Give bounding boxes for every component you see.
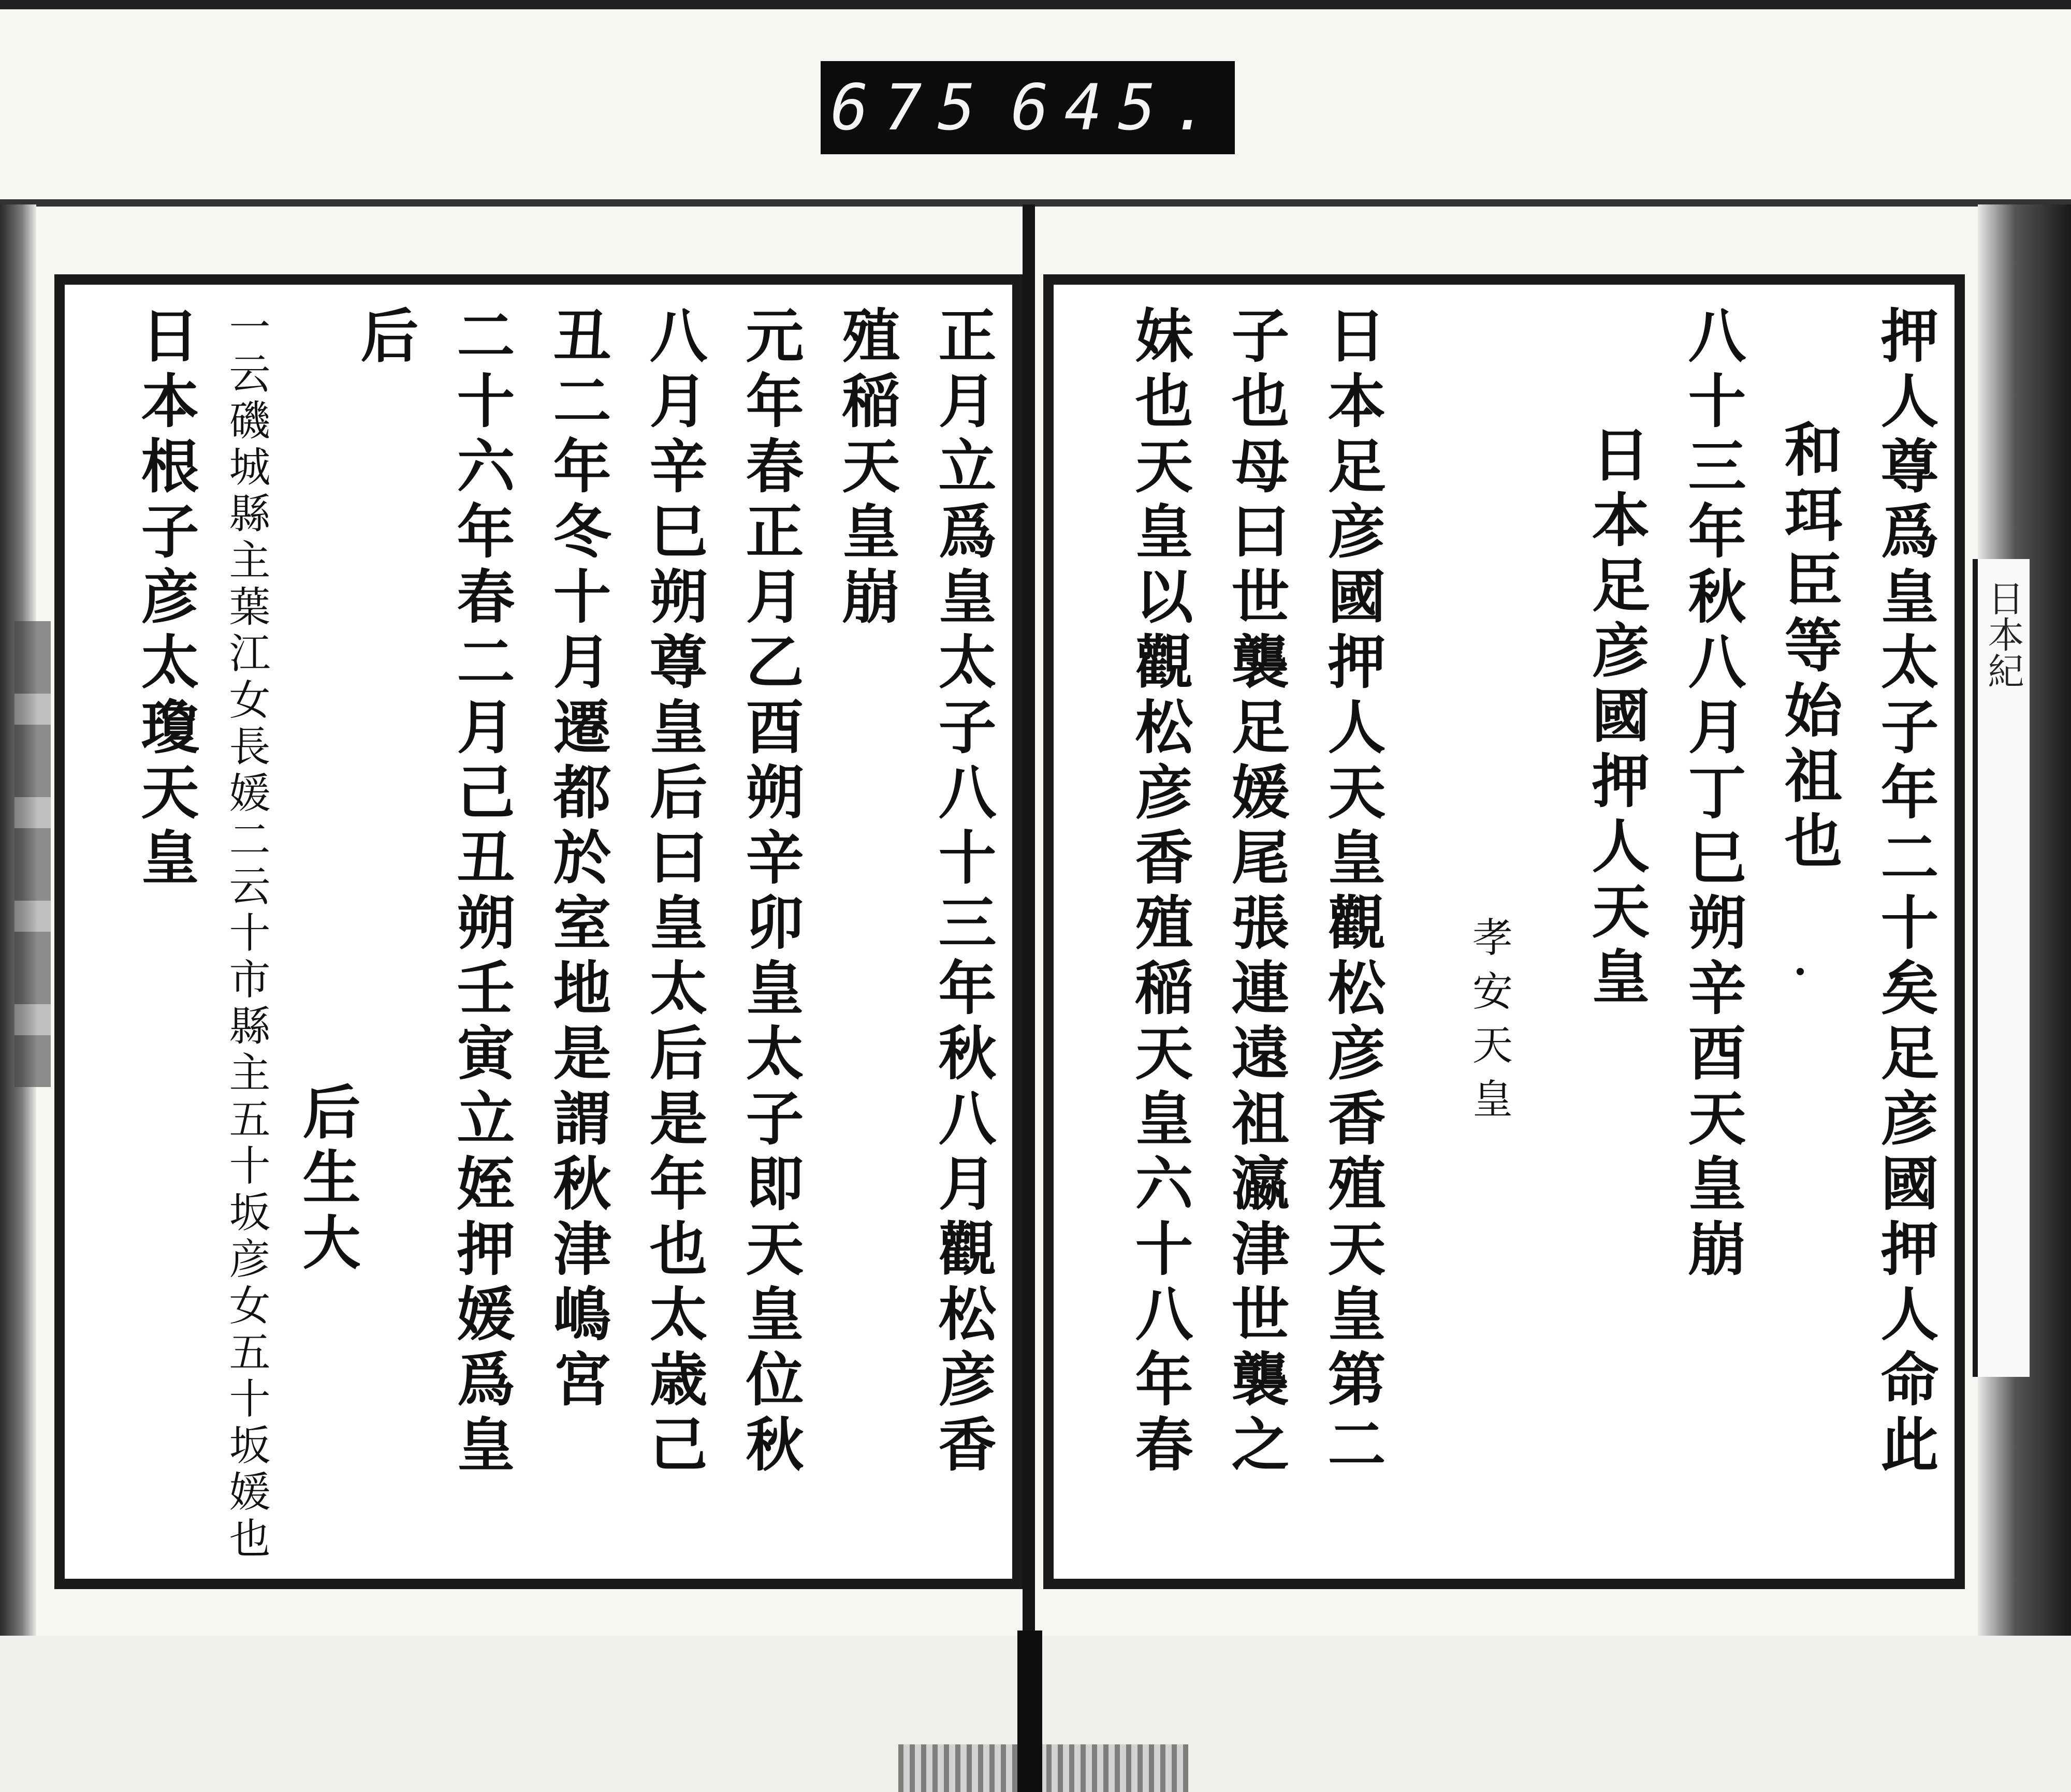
left-col-7-tail: 后生大 xyxy=(293,1082,361,1277)
left-col-7-group xyxy=(293,305,419,1277)
right-col-3: 八十三年秋八月丁巳朔辛酉天皇崩 xyxy=(1679,305,1746,1284)
left-page-edge-tab xyxy=(14,621,51,1087)
ink-dot xyxy=(1797,968,1804,975)
left-col-6: 二十六年春二月己丑朔壬寅立姪押媛爲皇 xyxy=(447,305,515,1479)
right-col-4: 日本足彦國押人天皇觀松彦香殖天皇第二 xyxy=(1318,305,1386,1479)
emperor-heading: 日本足彦國押人天皇 xyxy=(1582,424,1650,1011)
left-col-7: 后 xyxy=(351,305,419,371)
archive-number-label xyxy=(821,61,1235,154)
left-col-1: 正月立爲皇太子八十三年秋八月觀松彦香 xyxy=(929,305,997,1479)
scan-top-edge xyxy=(0,0,2071,9)
reign-name-note: 孝安天皇 xyxy=(1466,916,1512,1132)
right-col-2: 和珥臣等始祖也 xyxy=(1775,419,1843,876)
archive-number-left: 675 xyxy=(830,71,991,144)
left-col-8: 日本根子彦太瓊天皇 xyxy=(132,305,199,892)
book-top-edge xyxy=(0,199,2071,207)
chapter-tab: 日本紀 xyxy=(1973,559,2030,1377)
binding-gutter-foot xyxy=(1017,1631,1042,1792)
left-col-4: 八月辛巳朔尊皇后曰皇太后是年也太歳己 xyxy=(640,305,708,1479)
right-col-1: 押人尊爲皇太子年二十矣足彦國押人命此 xyxy=(1871,305,1939,1479)
left-col-5: 丑二年冬十月遷都於室地是謂秋津嶋宮 xyxy=(544,305,611,1414)
binding-thread-shadow xyxy=(898,1744,1188,1792)
left-col-3: 元年春正月乙酉朔辛卯皇太子即天皇位秋 xyxy=(736,305,804,1479)
left-col-2: 殖稲天皇崩 xyxy=(833,305,900,631)
left-page xyxy=(54,274,1023,1589)
right-col-5: 子也母曰世襲足媛尾張連遠祖瀛津世襲之 xyxy=(1222,305,1290,1479)
right-page-text xyxy=(1074,305,1939,1558)
left-page-text xyxy=(85,305,997,1563)
right-col-6: 妹也天皇以觀松彦香殖稲天皇六十八年春 xyxy=(1126,305,1193,1479)
archive-number-right: 645. xyxy=(1011,71,1226,144)
right-page xyxy=(1043,274,1965,1589)
binding-gutter xyxy=(1023,204,1035,1792)
left-annotation: 一云磯城縣主葉江女長媛二云十市縣主五十坂彦女五十坂媛也 xyxy=(222,305,270,1563)
